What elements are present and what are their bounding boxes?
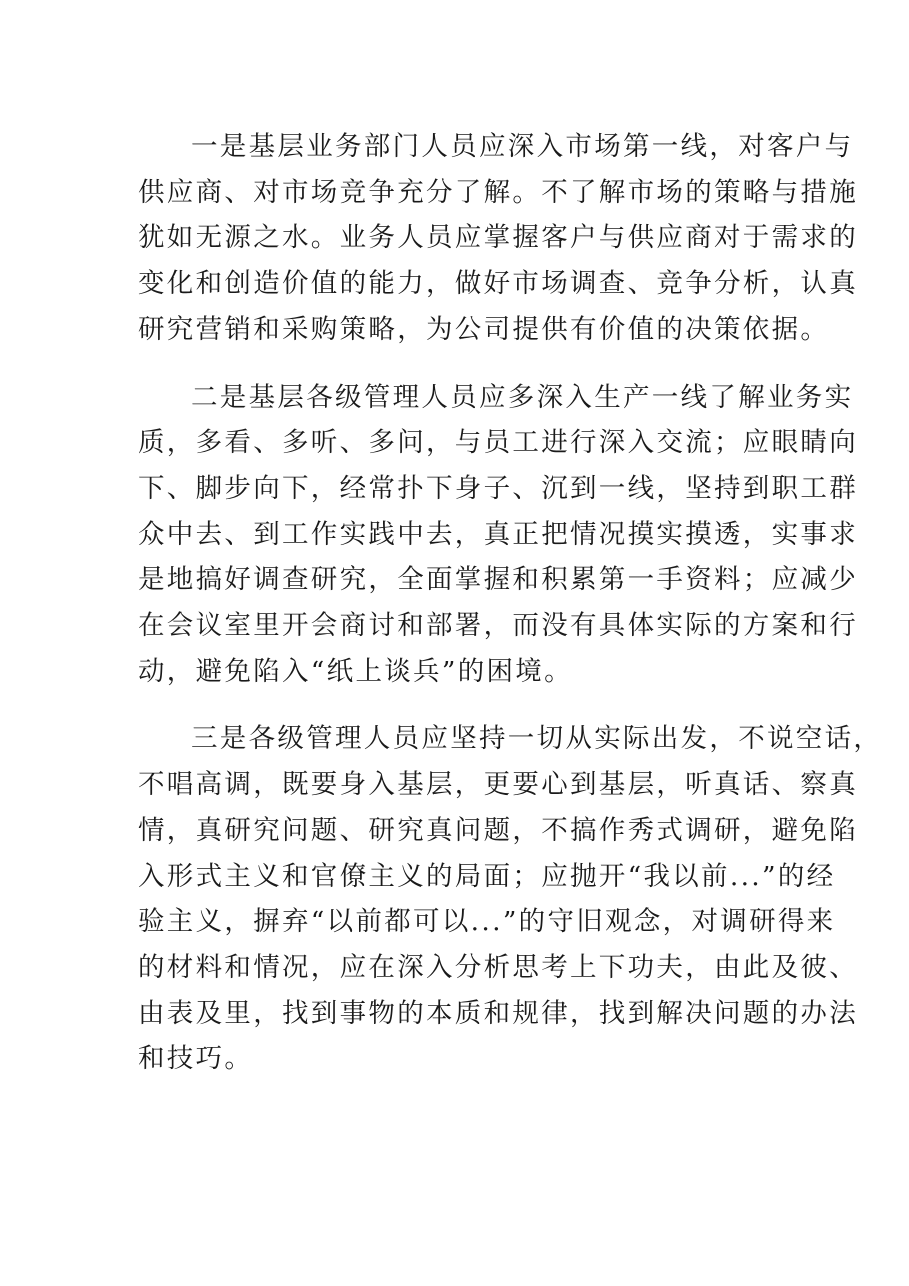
paragraph-line: 入形式主义和官僚主义的局面；应抛开“我以前...”的经 [138, 860, 836, 892]
document-body [138, 124, 883, 1104]
paragraph-line: 不唱高调，既要身入基层，更要心到基层，听真话、察真 [138, 769, 858, 801]
paragraph-line: 三是各级管理人员应坚持一切从实际出发，不说空话， [191, 723, 883, 755]
paragraph-line: 在会议室里开会商讨和部署，而没有具体实际的方案和行 [138, 610, 858, 642]
paragraph-line: 二是基层各级管理人员应多深入生产一线了解业务实 [191, 381, 854, 413]
paragraph-line: 和技巧。 [138, 1043, 254, 1075]
paragraph-line: 动，避免陷入“纸上谈兵”的困境。 [138, 655, 573, 687]
paragraph-line: 是地搞好调查研究，全面掌握和积累第一手资料；应减少 [138, 564, 858, 596]
paragraph-line: 一是基层业务部门人员应深入市场第一线，对客户与 [191, 131, 854, 162]
paragraph-line: 研究营销和采购策略，为公司提供有价值的决策依据。 [138, 313, 830, 345]
paragraph-line: 质，多看、多听、多问，与员工进行深入交流；应眼睛向 [138, 427, 858, 459]
paragraph-line: 情，真研究问题、研究真问题，不搞作秀式调研，避免陷 [138, 814, 858, 846]
paragraph-line: 下、脚步向下，经常扑下身子、沉到一线，坚持到职工群 [138, 472, 858, 504]
paragraph-line: 的材料和情况，应在深入分析思考上下功夫，由此及彼、 [138, 951, 858, 983]
paragraph-line: 变化和创造价值的能力，做好市场调查、竞争分析，认真 [138, 268, 858, 300]
paragraph-line: 众中去、到工作实践中去，真正把情况摸实摸透，实事求 [138, 518, 858, 550]
paragraph-line: 犹如无源之水。业务人员应掌握客户与供应商对于需求的 [138, 222, 858, 254]
paragraph-line: 供应商、对市场竞争充分了解。不了解市场的策略与措施 [138, 176, 858, 208]
paragraph-1 [138, 124, 858, 353]
paragraph-line: 由表及里，找到事物的本质和规律，找到解决问题的办法 [138, 997, 858, 1029]
paragraph-2 [138, 375, 858, 695]
paragraph-line: 验主义，摒弃“以前都可以...”的守旧观念，对调研得来 [138, 906, 836, 938]
paragraph-3 [138, 716, 883, 1082]
